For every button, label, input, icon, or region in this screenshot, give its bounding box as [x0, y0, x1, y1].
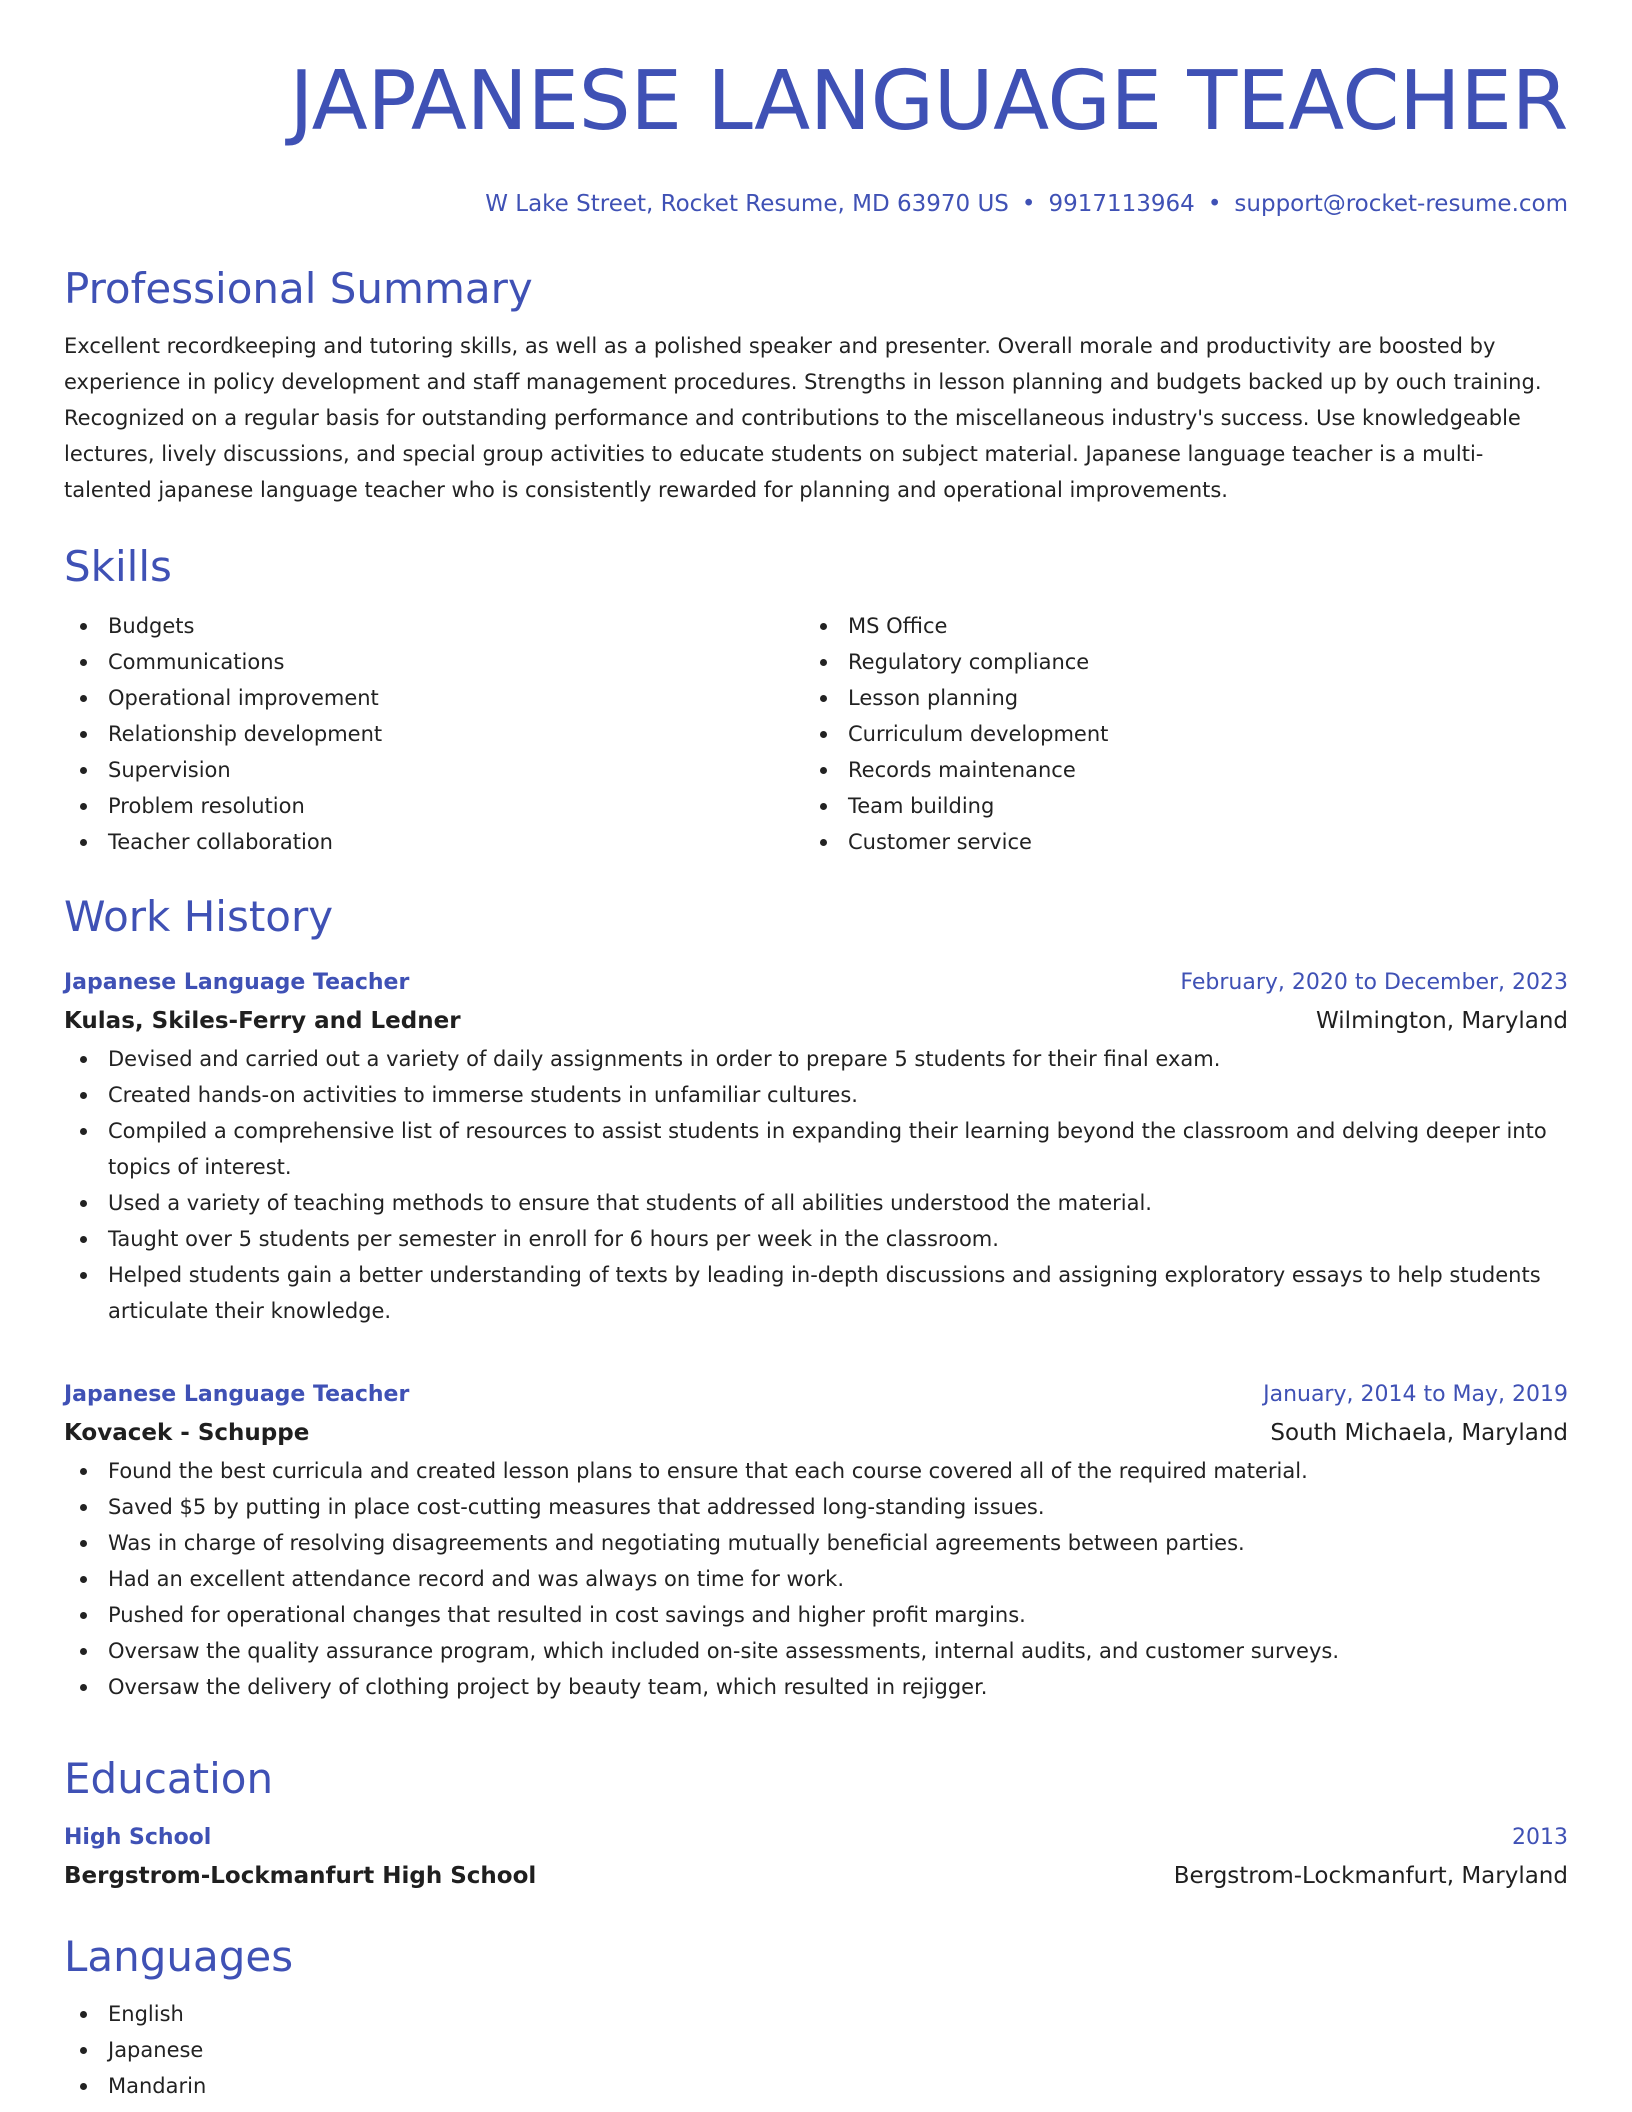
skill-item: Regulatory compliance [804, 644, 1108, 680]
skills-list-left [64, 608, 804, 860]
language-item: English [64, 1996, 1568, 2032]
skill-item: Communications [64, 644, 804, 680]
contact-phone: 9917113964 [1048, 191, 1195, 217]
job-bullet: Oversaw the quality assurance program, which included on-site assessments, internal audits, and customer surveys. [64, 1633, 1568, 1669]
job-bullets [64, 1453, 1568, 1705]
skill-item: Supervision [64, 752, 804, 788]
skill-item: Team building [804, 788, 1108, 824]
education-school-row [64, 1856, 1568, 1896]
skills-list-right [804, 608, 1108, 860]
contact-separator: • [1021, 191, 1036, 217]
job-bullet: Taught over 5 students per semester in enroll for 6 hours per week in the classroom. [64, 1221, 1568, 1257]
job-bullet: Had an excellent attendance record and was always on time for work. [64, 1561, 1568, 1597]
languages-section [64, 1930, 1568, 2104]
education-school: Bergstrom-Lockmanfurt High School [64, 1863, 537, 1889]
skill-item: Budgets [64, 608, 804, 644]
contact-address: W Lake Street, Rocket Resume, MD 63970 US [485, 191, 1009, 217]
job-title-row [64, 965, 1568, 1001]
summary-section [64, 262, 1568, 508]
skill-item: MS Office [804, 608, 1108, 644]
resume-title: JAPANESE LANGUAGE TEACHER [289, 54, 1568, 149]
education-location: Bergstrom-Lockmanfurt, Maryland [1173, 1863, 1568, 1889]
job-bullet: Devised and carried out a variety of daily assignments in order to prepare 5 students for their final exam. [64, 1041, 1568, 1077]
education-degree-row [64, 1820, 1568, 1856]
skill-item: Curriculum development [804, 716, 1108, 752]
education-year: 2013 [1512, 1825, 1568, 1850]
job-company: Kulas, Skiles-Ferry and Ledner [64, 1008, 461, 1034]
skill-item: Teacher collaboration [64, 824, 804, 860]
skill-item: Records maintenance [804, 752, 1108, 788]
skills-heading: Skills [64, 542, 172, 591]
skill-item: Problem resolution [64, 788, 804, 824]
job-bullet: Found the best curricula and created lesson plans to ensure that each course covered all of the required material. [64, 1453, 1568, 1489]
skill-item: Operational improvement [64, 680, 804, 716]
education-section [64, 1752, 1568, 1896]
language-item: Mandarin [64, 2068, 1568, 2104]
job-role: Japanese Language Teacher [64, 970, 410, 995]
skill-item: Relationship development [64, 716, 804, 752]
summary-heading: Professional Summary [64, 264, 533, 313]
job-company: Kovacek - Schuppe [64, 1420, 310, 1446]
job-dates: February, 2020 to December, 2023 [1180, 970, 1568, 995]
job-location: Wilmington, Maryland [1316, 1008, 1568, 1034]
contact-separator: • [1207, 191, 1222, 217]
contact-line [64, 188, 1568, 220]
education-heading: Education [64, 1754, 274, 1803]
job-entry [64, 1377, 1568, 1705]
skills-grid [64, 608, 1568, 860]
job-bullet: Saved $5 by putting in place cost-cutting measures that addressed long-standing issues. [64, 1489, 1568, 1525]
resume-header [64, 54, 1568, 220]
work-history-section [64, 890, 1568, 944]
job-company-row [64, 1413, 1568, 1453]
job-location: South Michaela, Maryland [1270, 1420, 1568, 1446]
job-bullet: Helped students gain a better understanding of texts by leading in-depth discussions and assigning exploratory essays to help students articulate their knowledge. [64, 1257, 1568, 1329]
job-company-row [64, 1001, 1568, 1041]
work-history-heading: Work History [64, 892, 334, 941]
language-item: Japanese [64, 2032, 1568, 2068]
job-bullet: Pushed for operational changes that resulted in cost savings and higher profit margins. [64, 1597, 1568, 1633]
job-bullets [64, 1041, 1568, 1329]
summary-text: Excellent recordkeeping and tutoring skills, as well as a polished speaker and presenter. Overall morale and productivity are boosted by experience in policy development and staff management procedures. Strengths in lesson planning and budgets backed up by ouch training. Recognized on a regular basis for outstanding performance and contributions to the miscellaneous industry's success. Use knowledgeable lectures, lively discussions, and special group activities to educate students on subject material. Japanese language teacher is a multi-talented japanese language teacher who is consistently rewarded for planning and operational improvements. [64, 334, 1542, 502]
job-role: Japanese Language Teacher [64, 1382, 410, 1407]
job-dates: January, 2014 to May, 2019 [1263, 1382, 1568, 1407]
skill-item: Lesson planning [804, 680, 1108, 716]
job-bullet: Was in charge of resolving disagreements and negotiating mutually beneficial agreements between parties. [64, 1525, 1568, 1561]
job-bullet: Compiled a comprehensive list of resources to assist students in expanding their learning beyond the classroom and delving deeper into topics of interest. [64, 1113, 1568, 1185]
job-bullet: Created hands-on activities to immerse students in unfamiliar cultures. [64, 1077, 1568, 1113]
languages-list [64, 1996, 1568, 2104]
education-degree: High School [64, 1825, 212, 1850]
job-entry [64, 965, 1568, 1329]
job-bullet: Oversaw the delivery of clothing project by beauty team, which resulted in rejigger. [64, 1669, 1568, 1705]
job-bullet: Used a variety of teaching methods to ensure that students of all abilities understood the material. [64, 1185, 1568, 1221]
skill-item: Customer service [804, 824, 1108, 860]
languages-heading: Languages [64, 1932, 294, 1981]
contact-email[interactable]: support@rocket-resume.com [1234, 191, 1568, 217]
job-title-row [64, 1377, 1568, 1413]
skills-section [64, 540, 1568, 860]
